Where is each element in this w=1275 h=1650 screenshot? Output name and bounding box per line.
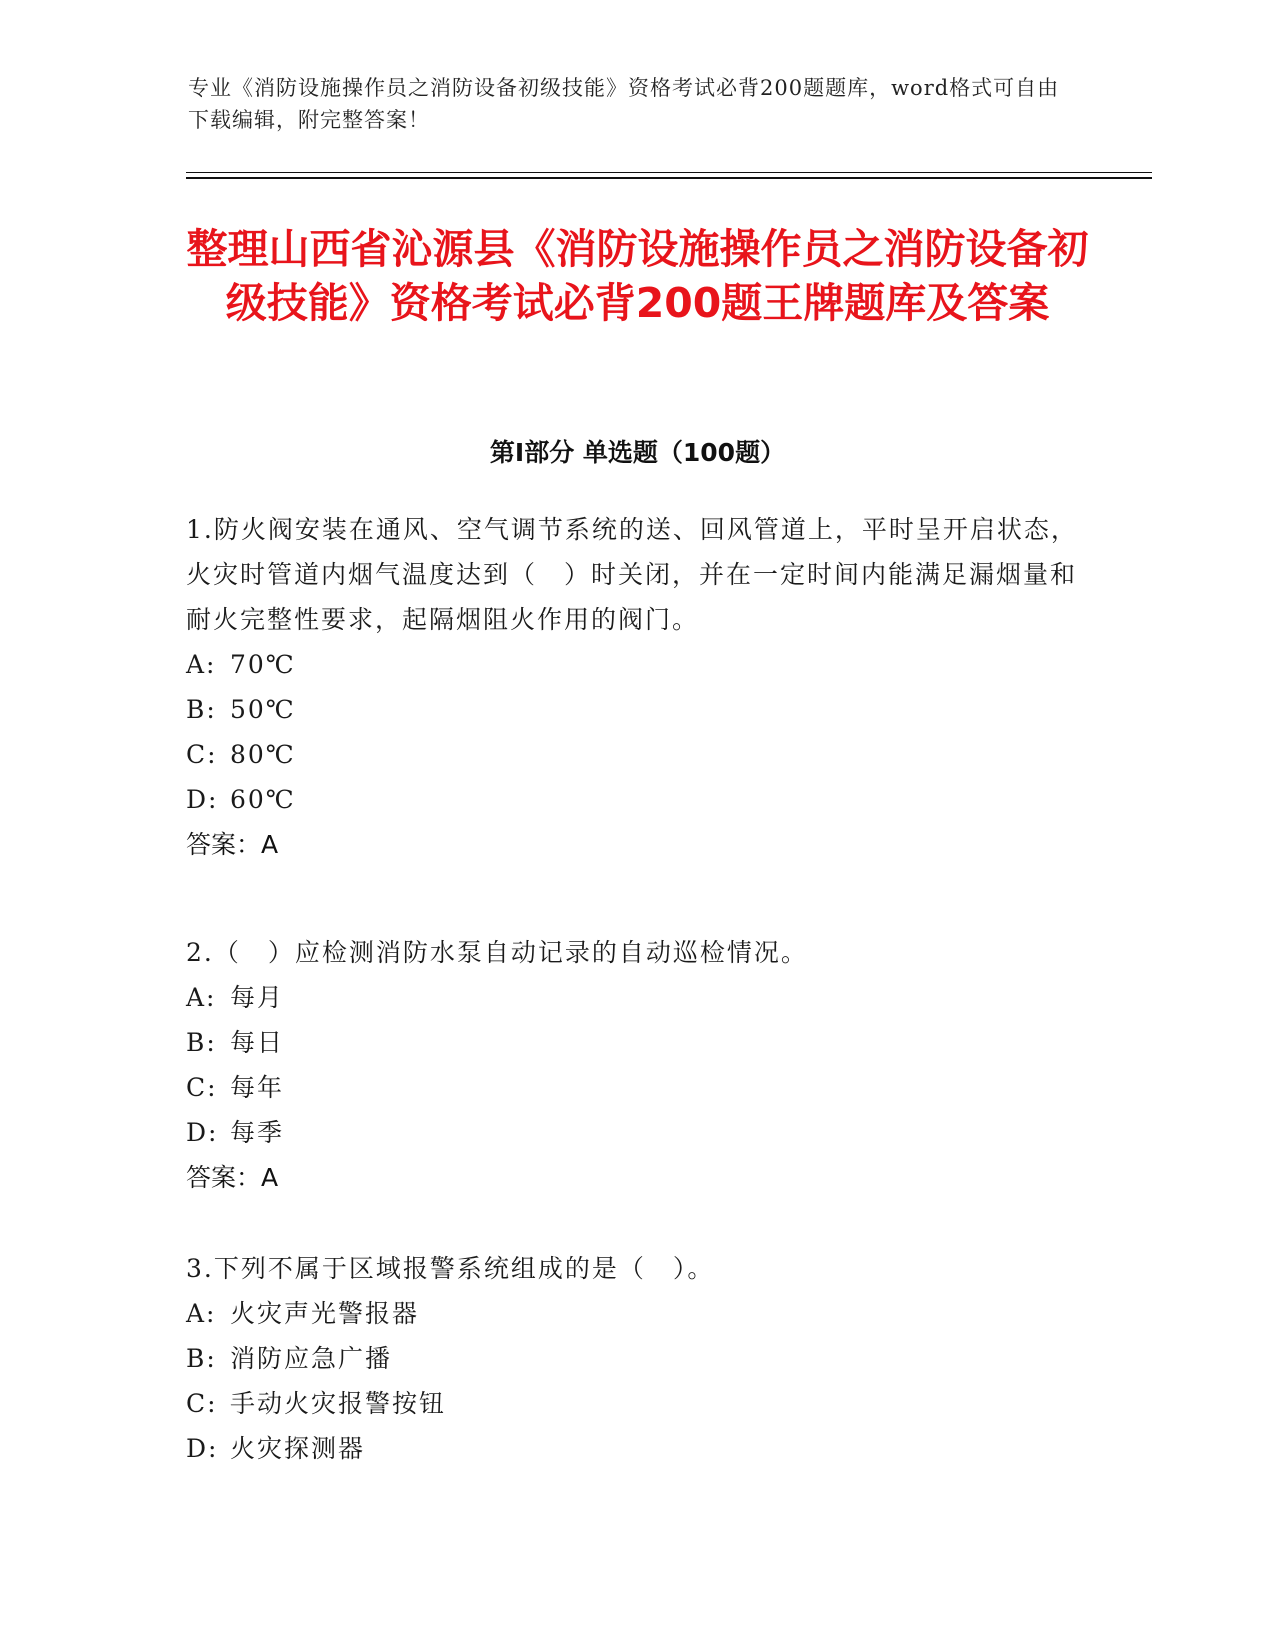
option-letter: D: bbox=[186, 785, 219, 814]
option-text: 手动火灾报警按钮 bbox=[230, 1389, 447, 1418]
question-text: 1.防火阀安装在通风、空气调节系统的送、回风管道上，平时呈开启状态，火灾时管道内烟气温度达到（ ）时关闭，并在一定时间内能满足漏烟量和耐火完整性要求，起隔烟阻火作用的阀门。 bbox=[186, 515, 1078, 634]
option-c bbox=[186, 1381, 1086, 1426]
question-3 bbox=[186, 1246, 1086, 1471]
option-text: 60℃ bbox=[230, 785, 296, 814]
option-d bbox=[186, 1110, 1086, 1155]
option-letter: A: bbox=[186, 983, 217, 1012]
option-text: 火灾探测器 bbox=[230, 1434, 366, 1463]
option-text: 50℃ bbox=[230, 695, 296, 724]
option-letter: D: bbox=[186, 1434, 219, 1463]
question-text: 2.（ ）应检测消防水泵自动记录的自动巡检情况。 bbox=[186, 938, 808, 967]
option-c bbox=[186, 732, 1086, 777]
option-letter: A: bbox=[186, 1299, 217, 1328]
answer: 答案：A bbox=[186, 830, 279, 859]
option-a bbox=[186, 975, 1086, 1020]
option-text: 每年 bbox=[230, 1073, 285, 1102]
option-text: 每季 bbox=[230, 1118, 285, 1147]
option-text: 每月 bbox=[230, 983, 285, 1012]
option-a bbox=[186, 642, 1086, 687]
section-title: 第I部分 单选题（100题） bbox=[489, 438, 786, 467]
option-b bbox=[186, 1020, 1086, 1065]
option-text: 消防应急广播 bbox=[230, 1344, 393, 1373]
option-letter: B: bbox=[186, 1028, 217, 1057]
option-letter: B: bbox=[186, 695, 217, 724]
option-text: 70℃ bbox=[230, 650, 296, 679]
option-d bbox=[186, 1426, 1086, 1471]
option-text: 火灾声光警报器 bbox=[230, 1299, 420, 1328]
option-b bbox=[186, 687, 1086, 732]
answer: 答案：A bbox=[186, 1163, 279, 1192]
option-letter: C: bbox=[186, 1389, 218, 1418]
option-a bbox=[186, 1291, 1086, 1336]
option-letter: C: bbox=[186, 1073, 218, 1102]
option-letter: C: bbox=[186, 740, 218, 769]
question-text: 3.下列不属于区域报警系统组成的是（ ）。 bbox=[186, 1254, 715, 1283]
option-letter: B: bbox=[186, 1344, 217, 1373]
header-divider-thick bbox=[186, 177, 1152, 179]
question-1 bbox=[186, 507, 1086, 867]
option-text: 每日 bbox=[230, 1028, 285, 1057]
question-2 bbox=[186, 930, 1086, 1200]
header-divider-thin bbox=[186, 172, 1152, 173]
option-letter: A: bbox=[186, 650, 217, 679]
option-c bbox=[186, 1065, 1086, 1110]
option-b bbox=[186, 1336, 1086, 1381]
document-title: 整理山西省沁源县《消防设施操作员之消防设备初级技能》资格考试必背200题王牌题库及答案 bbox=[186, 225, 1089, 327]
option-d bbox=[186, 777, 1086, 822]
header-note: 专业《消防设施操作员之消防设备初级技能》资格考试必背200题题库，word格式可自由下载编辑，附完整答案！ bbox=[188, 76, 1060, 132]
option-text: 80℃ bbox=[230, 740, 296, 769]
option-letter: D: bbox=[186, 1118, 219, 1147]
